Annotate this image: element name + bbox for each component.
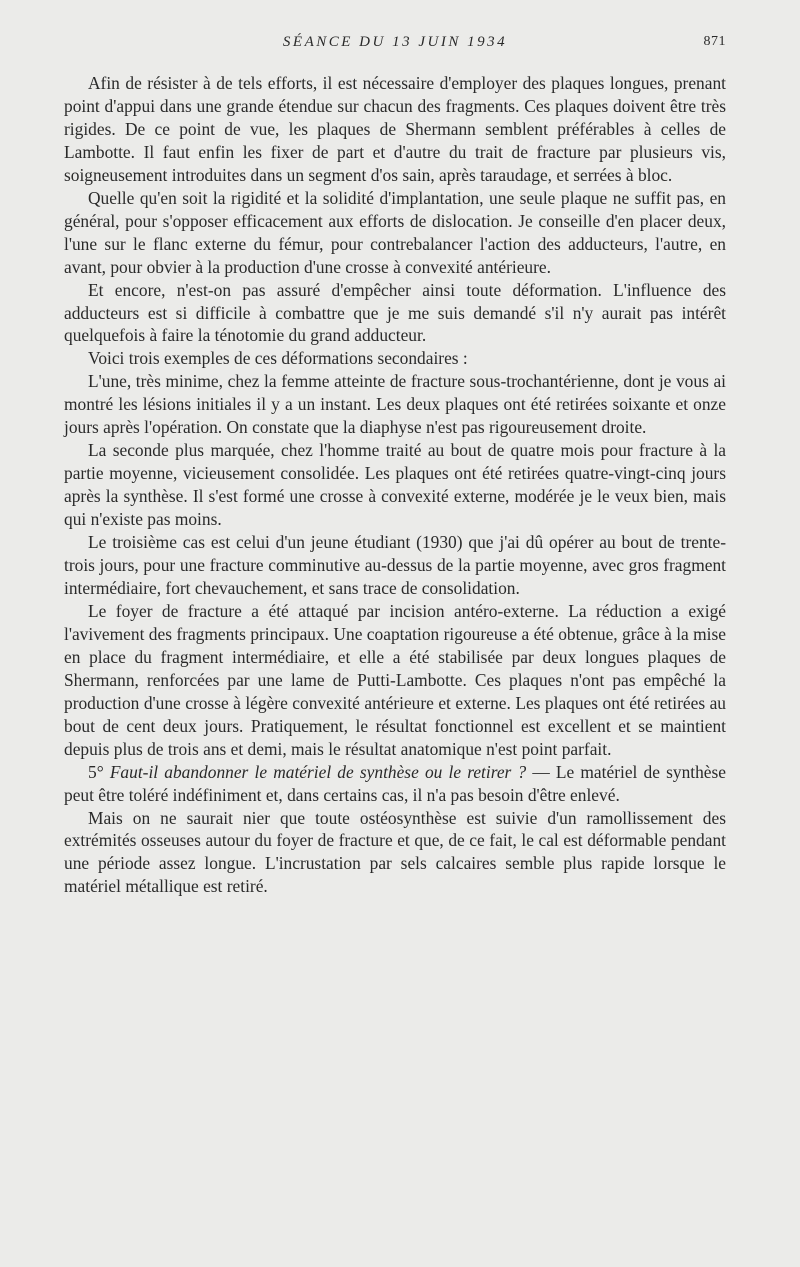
paragraph <box>64 347 726 370</box>
paragraph-text: Et encore, n'est-on pas assuré d'empêcher ainsi toute déformation. L'influence des adducteurs est si difficile à combattre que je me suis demandé s'il n'y aurait pas intérêt quelquefois à faire la ténotomie du grand adducteur. <box>64 279 726 346</box>
paragraph <box>64 600 726 761</box>
paragraph-text: Mais on ne saurait nier que toute ostéosynthèse est suivie d'un ramollissement des extrémités osseuses autour du foyer de fracture et que, de ce fait, le cal est déformable pendant une période assez longue. L'incrustation par sels calcaires semble plus rapide lorsque le matériel métallique est retiré. <box>64 807 726 897</box>
paragraph-text: L'une, très minime, chez la femme atteinte de fracture sous-trochantérienne, dont je vous ai montré les lésions initiales il y a un instant. Les deux plaques ont été retirées soixante et onze jours après l'opération. On constate que la diaphyse n'est pas rigoureusement droite. <box>64 371 726 438</box>
paragraph-text: Le troisième cas est celui d'un jeune étudiant (1930) que j'ai dû opérer au bout de trente-trois jours, pour une fracture comminutive au-dessus de la partie moyenne, avec gros fragment intermédiaire, fort chevauchement, et sans trace de consolidation. <box>64 532 726 598</box>
paragraph <box>64 279 726 348</box>
paragraph <box>64 72 726 187</box>
paragraph <box>64 807 726 899</box>
paragraph <box>64 439 726 531</box>
paragraph <box>64 187 726 279</box>
section-paragraph <box>64 761 726 807</box>
paragraph-text: Le foyer de fracture a été attaqué par incision antéro-externe. La réduction a exigé l'avivement des fragments principaux. Une coaptation rigoureuse a été obtenue, grâce à la mise en place du fragment intermédiaire, et elle a été stabilisée par deux longues plaques de Shermann, renforcées par une lame de Putti-Lambotte. Ces plaques n'ont pas empêché la production d'une crosse à légère convexité antérieure et externe. Les plaques ont été retirées au bout de cent deux jours. Pratiquement, le résultat fonctionnel est excellent et se maintient depuis plus de trois ans et demi, mais le résultat anatomique n'est point parfait. <box>64 600 726 759</box>
paragraph-text: — Le matériel de synthèse peut être toléré indéfiniment et, dans certains cas, il n'a pas besoin d'être enlevé. <box>64 761 726 805</box>
body-text <box>64 72 726 898</box>
paragraph <box>64 531 726 600</box>
section-heading: Faut-il abandonner le matériel de synthèse ou le retirer ? <box>109 761 527 782</box>
paragraph-text: Quelle qu'en soit la rigidité et la solidité d'implantation, une seule plaque ne suffit pas, en général, pour s'opposer efficacement aux efforts de dislocation. Je conseille d'en placer deux, l'une sur le flanc externe du fémur, pour contrebalancer l'action des adducteurs, l'autre, en avant, pour obvier à la production d'une crosse à convexité antérieure. <box>64 187 726 277</box>
paragraph-text: La seconde plus marquée, chez l'homme traité au bout de quatre mois pour fracture à la partie moyenne, vicieusement consolidée. Les plaques ont été retirées quatre-vingt-cinq jours après la synthèse. Il s'est formé une crosse à convexité externe, modérée je le veux bien, mais qui n'existe pas moins. <box>64 440 726 530</box>
paragraph-text: Voici trois exemples de ces déformations secondaires : <box>88 348 468 369</box>
document-page <box>64 28 726 898</box>
running-header <box>64 28 726 60</box>
paragraph <box>64 370 726 439</box>
page-number: 871 <box>703 34 726 49</box>
paragraph-text: Afin de résister à de tels efforts, il est nécessaire d'employer des plaques longues, prenant point d'appui dans une grande étendue sur chacun des fragments. Ces plaques doivent être très rigides. De ce point de vue, les plaques de Shermann semblent préférables à celles de Lambotte. Il faut enfin les fixer de part et d'autre du trait de fracture par plusieurs vis, soigneusement introduites dans un segment d'os sain, après taraudage, et serrées à bloc. <box>64 73 726 185</box>
section-number: 5° <box>88 761 110 782</box>
running-title: SÉANCE DU 13 JUIN 1934 <box>282 34 508 50</box>
